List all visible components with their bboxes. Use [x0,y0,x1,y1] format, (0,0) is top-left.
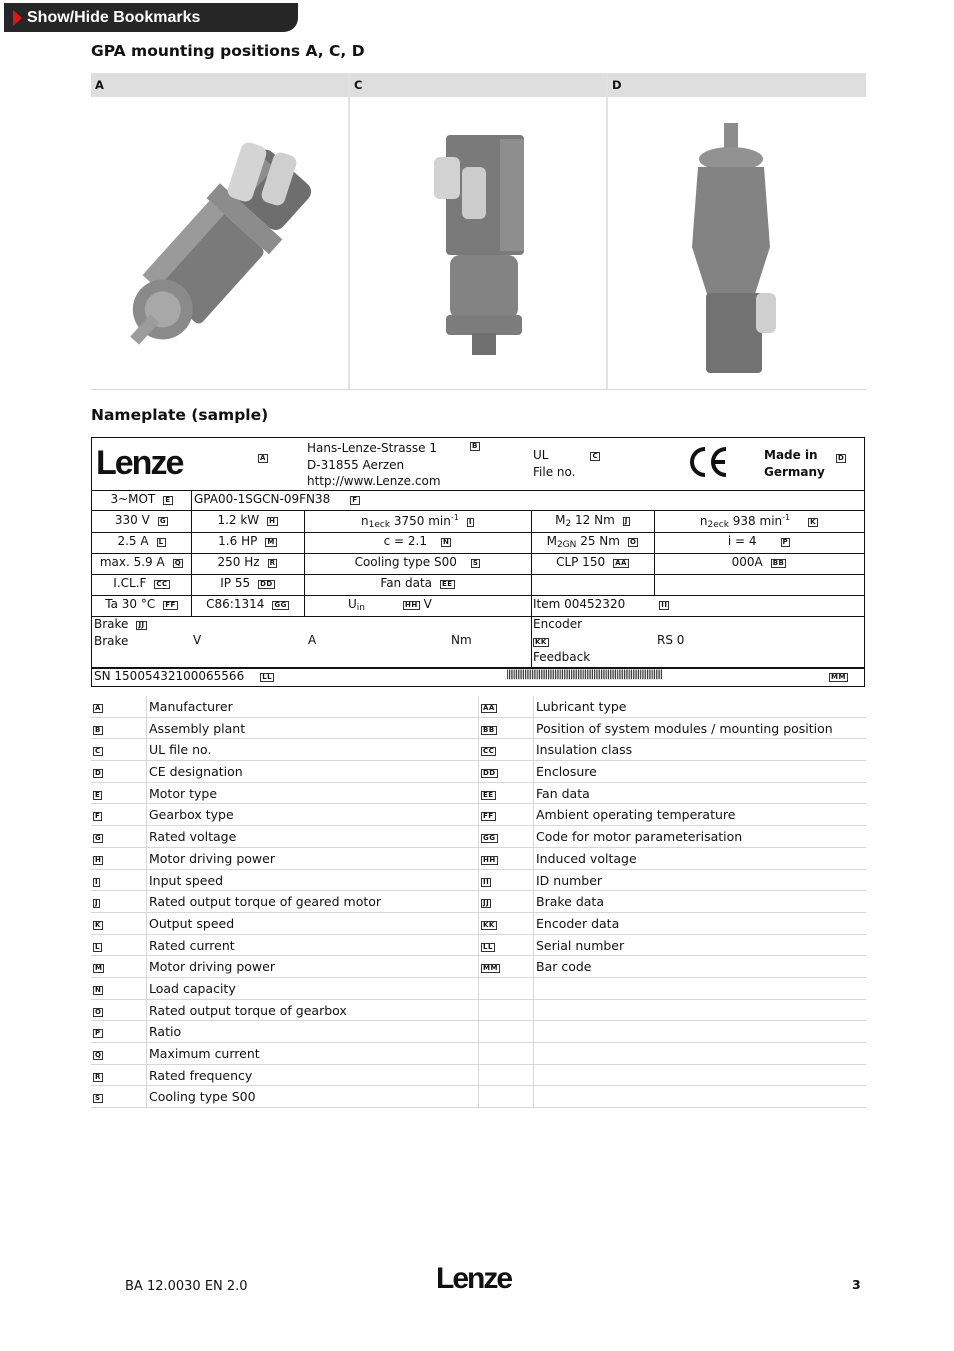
legend-row [91,696,866,718]
legend-label-box: M [95,964,103,973]
legend-text-right [536,1065,866,1087]
legend-label-box: R [95,1072,101,1081]
legend-key-right [481,696,535,718]
item-number-value: Item 00452320 [533,597,626,611]
bookmark-arrow-icon [13,10,22,26]
legend-row [91,956,866,978]
legend-text-left: Rated output torque of gearbox [149,1002,347,1018]
legend-key-right [481,870,535,892]
np-line [92,532,864,533]
legend-key-left [93,739,147,761]
insulation-class-value: I.CL.F [113,576,147,590]
output-torque-value: $M_2$ 12 Nm [555,513,615,529]
legend-text-right [536,1043,866,1065]
legend-label-box: N [95,985,102,994]
legend-text-left: Rated frequency [149,1067,253,1083]
legend-label-box: E [95,790,101,799]
legend-key-left [93,978,147,1000]
legend-label-box: DD [483,769,496,778]
ce-mark-icon [688,443,730,484]
label-l: L [158,538,164,546]
legend-label-box: B [95,725,101,734]
legend-label-box: Q [95,1051,102,1059]
ambient-temp-value: Ta 30 °C [105,597,156,611]
legend-label-box: G [95,834,102,843]
legend-label-box: O [95,1007,102,1016]
legend-key-right [481,739,535,761]
position-c-column [348,73,606,390]
legend-text-right [536,978,866,1000]
legend-key-left [93,1086,147,1108]
legend-key-right [481,1000,535,1022]
legend-key-right [481,978,535,1000]
position-a-header: A [91,73,348,97]
gearmotor-position-c-image [350,97,606,390]
legend-label-box: EE [483,790,494,799]
legend-key-left [93,1043,147,1065]
position-d-column [606,73,866,390]
legend-key-left [93,761,147,783]
legend-text-left: Rated output torque of geared motor [149,894,382,910]
legend-row [91,804,866,826]
legend-text-right [536,1000,866,1022]
legend-key-left [93,1021,147,1043]
legend-text-left: Motor driving power [149,959,275,975]
label-j: J [624,517,628,525]
made-in-line-1: Made in [764,448,818,462]
gearbox-torque-value: $M_{2GN}$ 25 Nm [546,534,620,550]
show-hide-bookmarks-button[interactable] [4,3,298,32]
legend-key-right [481,891,535,913]
brake-label-1: Brake [94,617,129,631]
legend-label-box: A [95,704,101,712]
max-current-value: max. 5.9 A [99,555,165,569]
legend-label-box: KK [483,920,495,929]
legend-label-box: C [95,747,101,756]
legend-key-right [481,718,535,740]
legend-row [91,783,866,805]
legend-key-right [481,956,535,978]
serial-number-value: SN 15005432100065566 [94,669,245,683]
label-gg: GG [274,601,287,609]
legend-key-left [93,935,147,957]
legend-key-right [481,1043,535,1065]
gearmotor-position-d-image [608,97,866,390]
legend-table [91,696,866,1108]
legend-key-right [481,935,535,957]
label-i: I [468,518,472,526]
legend-text-left: Load capacity [149,980,236,996]
legend-label-box: GG [483,834,496,843]
legend-row [91,739,866,761]
legend-row [91,1021,866,1043]
label-ff: FF [165,601,176,609]
legend-key-right [481,783,535,805]
legend-label-box: LL [483,942,493,951]
legend-key-right [481,913,535,935]
legend-text-right: Fan data [536,785,590,801]
legend-text-right: Code for motor parameterisation [536,829,743,845]
legend-label-box: D [95,769,102,778]
label-n: N [443,538,450,546]
label-b: B [472,442,478,450]
load-capacity-value: c = 2.1 [383,534,427,548]
legend-row [91,1000,866,1022]
label-ll: LL [262,673,273,681]
legend-key-right [481,1065,535,1087]
legend-key-left [93,783,147,805]
bookmark-button-label: Show/Hide Bookmarks [27,9,201,26]
made-in-line-2: Germany [764,465,825,479]
legend-text-right [536,1086,866,1108]
brake-voltage-unit: V [193,633,202,647]
lubricant-value: CLP 150 [556,555,606,569]
legend-text-left: Motor type [149,785,218,801]
mounting-position-value: 000A [731,555,763,569]
output-speed-value: $n_{2eck}$ 938 $\min^{-1}$ [699,513,791,530]
encoder-rs-value: RS 0 [657,633,685,647]
legend-key-right [481,826,535,848]
legend-row [91,935,866,957]
footer-document-id: BA 12.0030 EN 2.0 [125,1279,248,1294]
legend-row [91,1065,866,1087]
address-line-3: http://www.Lenze.com [307,474,441,488]
legend-text-left: UL file no. [149,742,212,758]
nameplate [91,437,865,687]
label-jj: JJ [138,621,145,629]
motor-type-value: 3~MOT [110,492,156,506]
legend-text-left: Output speed [149,915,235,931]
legend-key-right [481,761,535,783]
legend-text-right: Brake data [536,894,604,910]
label-aa: AA [615,559,627,567]
label-e: E [165,496,171,504]
nameplate-lenze-logo: Lenze [96,444,183,482]
legend-row [91,1086,866,1108]
legend-label-box: HH [483,855,496,864]
motor-code-value: C86:1314 [206,597,265,611]
legend-text-left: Cooling type S00 [149,1089,256,1105]
rated-current-value: 2.5 A [117,534,149,548]
legend-text-left: Gearbox type [149,807,234,823]
rated-frequency-value: 250 Hz [217,555,260,569]
address-line-2: D-31855 Aerzen [307,457,405,472]
label-g: G [159,517,167,525]
legend-row [91,1043,866,1065]
address-line-1: Hans-Lenze-Strasse 1 [307,441,437,455]
legend-label-box: MM [483,964,498,973]
fan-data-value: Fan data [380,576,433,590]
legend-label-box: P [95,1029,101,1038]
legend-key-left [93,804,147,826]
brake-current-unit: A [308,633,317,647]
legend-label-box: FF [483,812,494,821]
legend-row [91,870,866,892]
legend-label-box: JJ [483,899,490,908]
file-no-text: File no. [533,465,576,479]
motor-power-kw-value: 1.2 kW [217,513,260,527]
label-m: M [267,538,275,546]
legend-label-box: I [95,877,99,886]
np-line [92,616,864,617]
np-line [92,553,864,554]
np-line [92,595,864,596]
label-ii: II [661,601,668,609]
enclosure-value: IP 55 [220,576,251,590]
legend-text-right: Bar code [536,959,592,975]
legend-key-left [93,956,147,978]
legend-text-right: Induced voltage [536,850,637,866]
label-s: S [472,559,479,567]
legend-key-right [481,1086,535,1108]
legend-text-right: Lubricant type [536,699,627,714]
legend-key-left [93,1000,147,1022]
legend-text-left: Input speed [149,872,224,888]
label-q: Q [174,559,182,567]
induced-voltage-unit: V [423,597,432,611]
position-c-header: C [350,73,606,97]
legend-row [91,978,866,1000]
rated-voltage-value: 330 V [114,513,150,527]
legend-key-left [93,913,147,935]
np-line [92,574,864,575]
legend-row [91,761,866,783]
legend-key-right [481,804,535,826]
position-a-column [91,73,348,390]
legend-row [91,913,866,935]
legend-text-right: Serial number [536,937,625,953]
label-cc: CC [156,580,168,588]
label-bb: BB [772,559,785,567]
legend-text-left: Manufacturer [149,699,233,714]
legend-key-left [93,870,147,892]
legend-label-box: AA [483,704,495,712]
input-speed-value: $n_{1eck}$ 3750 $\min^{-1}$ [361,513,459,530]
legend-key-right [481,848,535,870]
legend-text-right [536,1021,866,1043]
legend-key-left [93,848,147,870]
legend-label-box: F [95,812,101,821]
legend-text-right: ID number [536,872,603,888]
label-mm: MM [831,673,846,681]
legend-key-left [93,1065,147,1087]
label-o: O [629,538,637,546]
legend-label-box: S [95,1094,101,1103]
ul-text: UL [533,448,549,462]
legend-label-box: CC [483,747,495,756]
legend-label-box: K [95,920,101,929]
legend-text-right: Encoder data [536,915,620,931]
legend-text-left: Motor driving power [149,850,275,866]
legend-text-left: Ratio [149,1024,182,1040]
legend-label-box: H [95,855,102,864]
label-d: D [838,454,845,462]
label-h: H [269,517,276,525]
barcode: |||||||||||||||||||||||||||||||||||||||||||||||||||||||||||||||||||||||||||||||||||||||| [506,669,662,680]
legend-row [91,848,866,870]
mounting-positions-grid [91,73,866,390]
legend-text-right: Enclosure [536,764,597,780]
label-r: R [269,559,276,567]
label-dd: DD [260,580,273,588]
np-line [92,490,864,491]
gearbox-type-value: GPA00-1SGCN-09FN38 [194,492,331,506]
label-p: P [782,538,789,546]
footer-lenze-logo: Lenze [436,1262,512,1295]
section-title-mounting: GPA mounting positions A, C, D [91,42,365,60]
position-d-header: D [608,73,866,97]
legend-key-left [93,696,147,718]
brake-label-2: Brake [94,633,129,648]
legend-label-box: BB [483,725,495,734]
legend-key-left [93,891,147,913]
ratio-value: i = 4 [727,534,757,548]
legend-text-right: Position of system modules / mounting position [536,720,833,736]
legend-label-box: L [95,942,100,951]
encoder-label: Encoder [533,617,583,631]
legend-text-left: Rated voltage [149,829,237,845]
brake-torque-unit: Nm [451,633,472,647]
legend-text-left: Maximum current [149,1046,260,1061]
page-number: 3 [852,1277,861,1292]
label-k: K [810,518,817,526]
legend-text-left: Assembly plant [149,720,246,736]
motor-power-hp-value: 1.6 HP [218,534,258,548]
legend-text-right: Insulation class [536,742,633,758]
label-c: C [592,452,599,460]
legend-text-left: Rated current [149,937,235,953]
label-ee: EE [442,580,453,588]
legend-key-left [93,826,147,848]
induced-voltage-symbol: $U_{in}$ [348,597,366,613]
label-hh: HH [405,601,418,609]
section-title-nameplate: Nameplate (sample) [91,406,269,424]
legend-key-left [93,718,147,740]
gearmotor-position-a-image [91,97,348,390]
feedback-label: Feedback [533,650,591,664]
legend-row [91,891,866,913]
legend-label-box: II [483,877,490,886]
legend-row [91,718,866,740]
legend-key-right [481,1021,535,1043]
legend-label-box: J [95,899,99,908]
legend-row [91,826,866,848]
label-kk: KK [535,637,547,646]
label-a: A [260,454,266,462]
legend-text-left: CE designation [149,764,243,780]
cooling-type-value: Cooling type S00 [354,555,457,569]
label-f: F [352,496,358,504]
legend-text-right: Ambient operating temperature [536,807,736,823]
np-line [92,510,864,511]
